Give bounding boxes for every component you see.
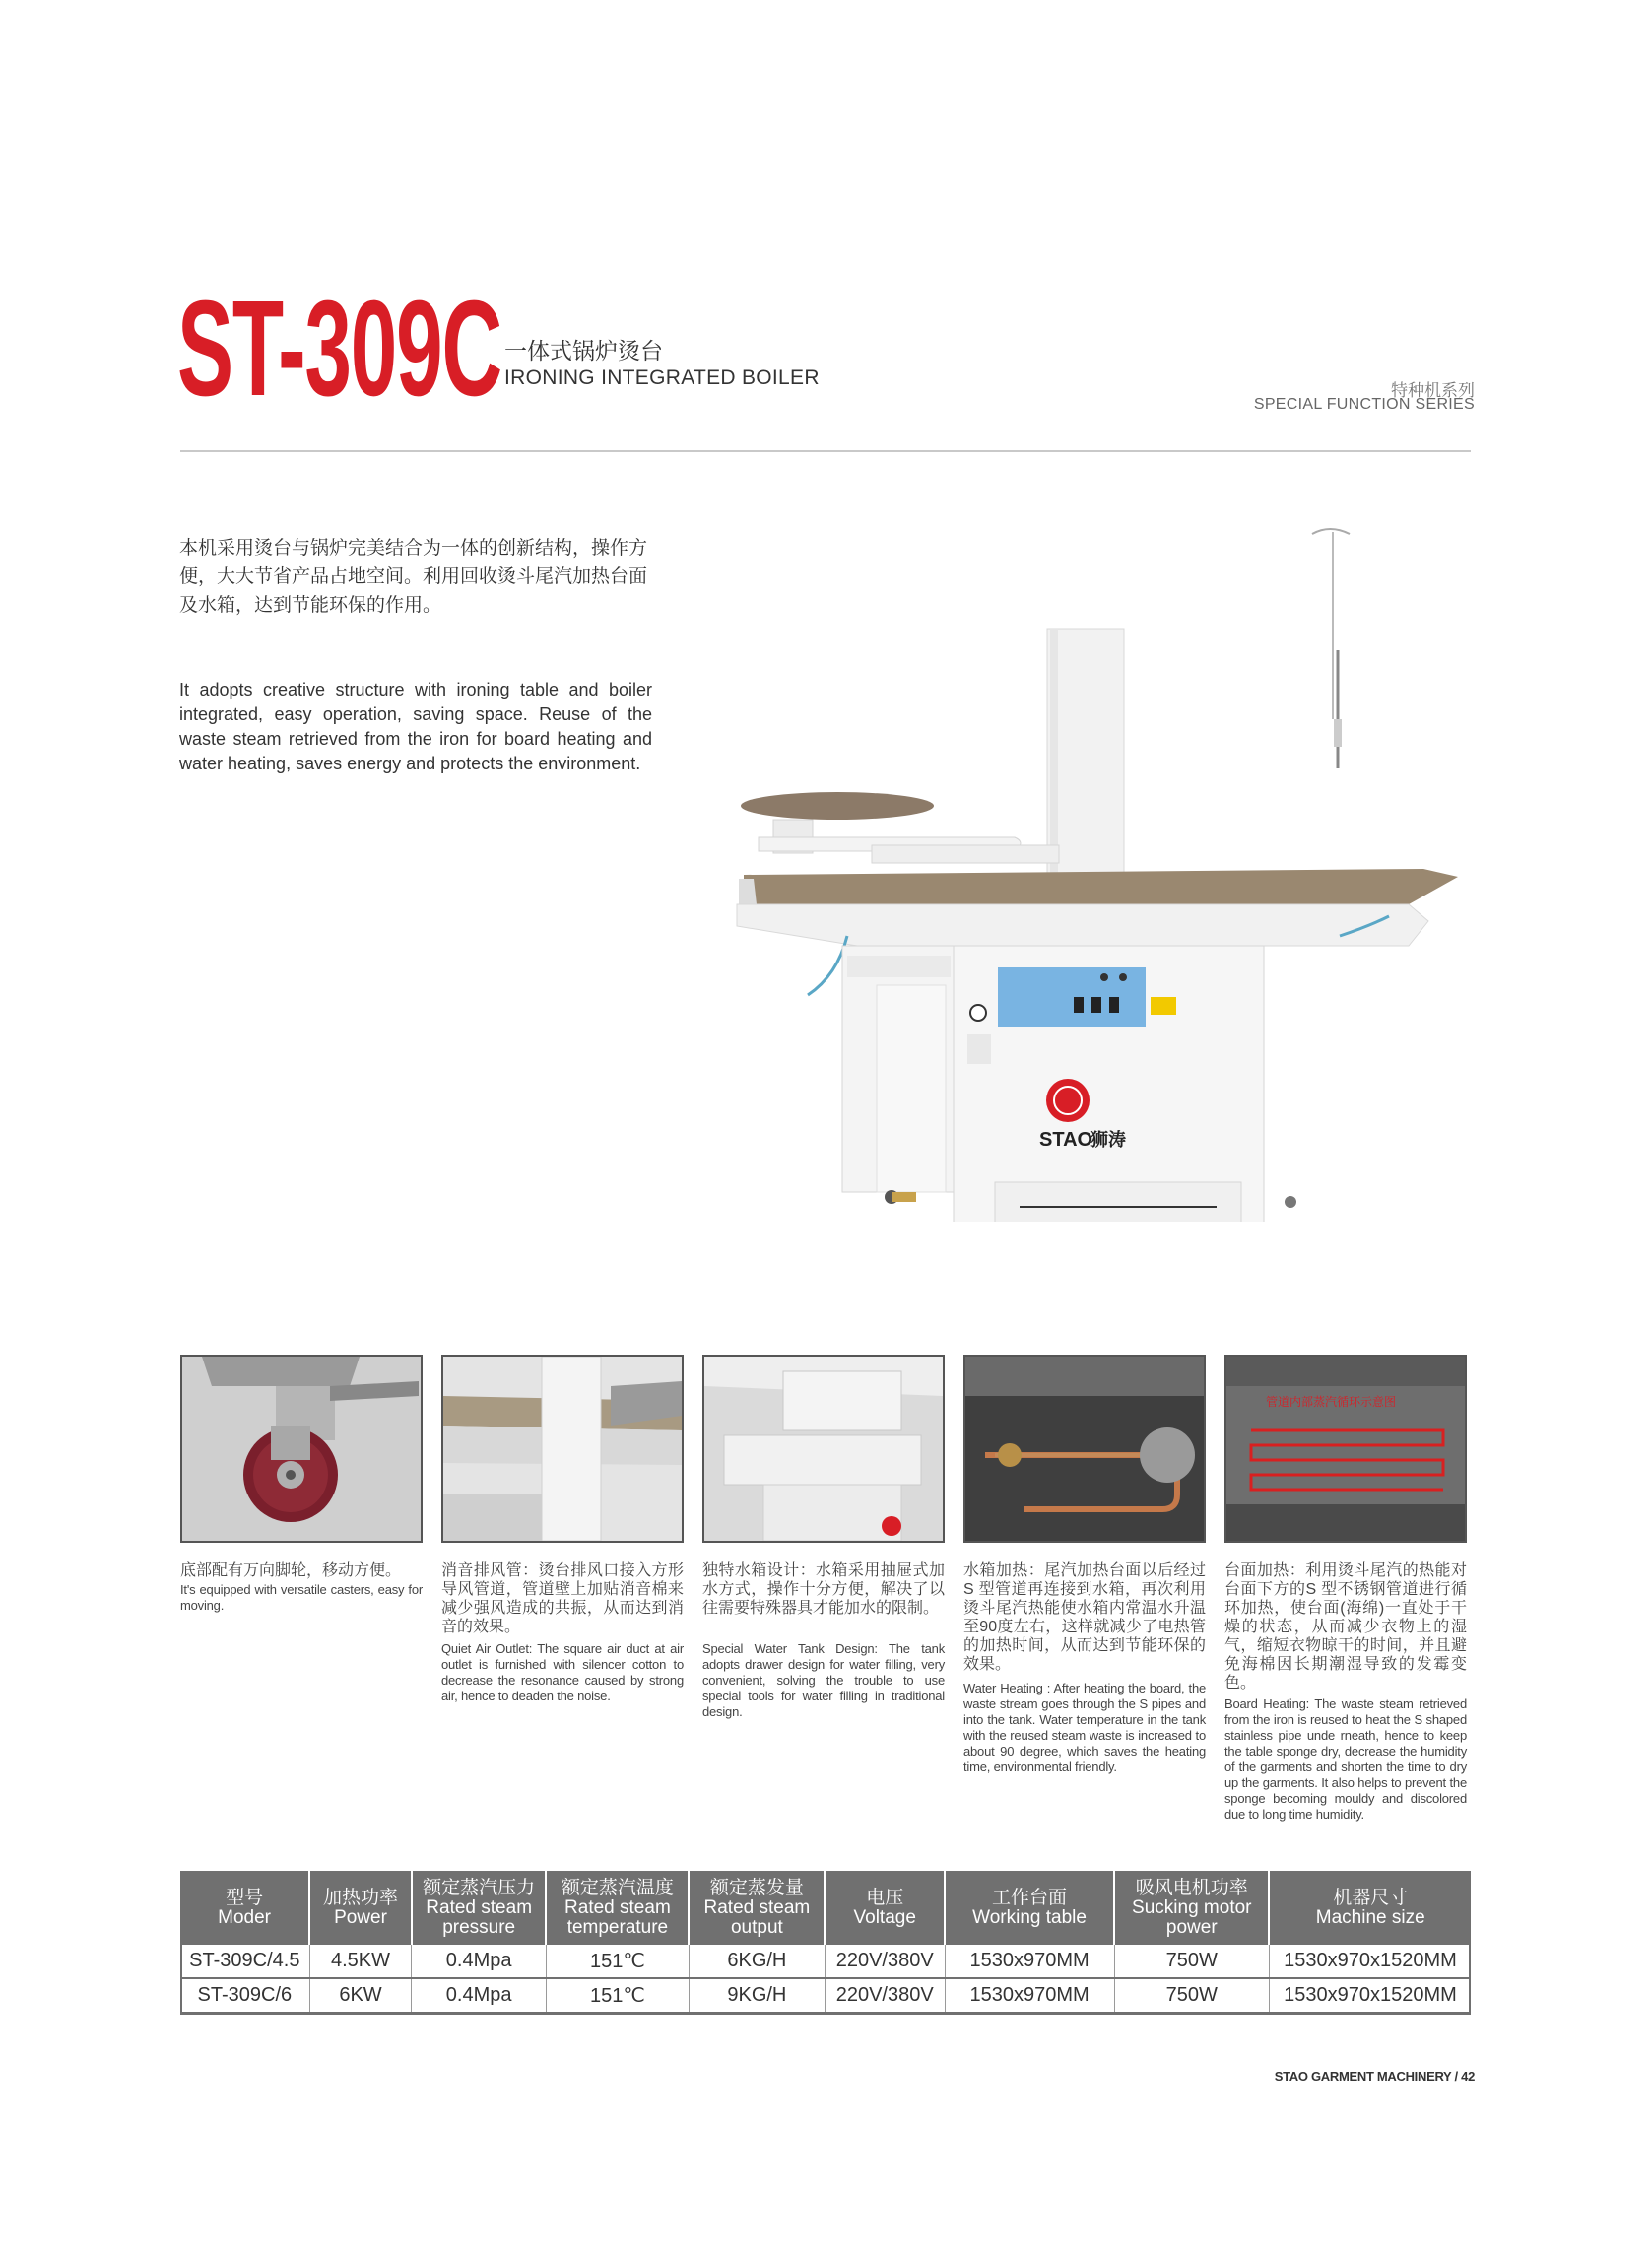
series-label-en: SPECIAL FUNCTION SERIES [1253, 396, 1475, 413]
table-cell: 6KG/H [689, 1945, 825, 1978]
spec-header-power: 加热功率 Power [309, 1871, 412, 1945]
table-cell: 1530x970x1520MM [1269, 1978, 1471, 2014]
table-cell: 220V/380V [825, 1945, 945, 1978]
intro-text-en: It adopts creative structure with ironing table and boiler integrated, easy operation, saving space. Reuse of the waste steam retrieved from the iron for board heating and water heating, saves energy and protects the environment. [179, 680, 652, 773]
spec-header-model: 型号 Moder [180, 1871, 309, 1945]
table-cell: ST-309C/6 [180, 1978, 309, 2014]
subtitle-en: IRONING INTEGRATED BOILER [504, 366, 820, 389]
feature-text-cn-air-outlet: 消音排风管：烫台排风口接入方形导风管道，管道壁上加贴消音棉来减少强风造成的共振，从而达到消音的效果。 [441, 1562, 684, 1635]
spec-header-output: 额定蒸发量 Rated steam output [689, 1871, 825, 1945]
spec-header-pressure: 额定蒸汽压力 Rated steam pressure [412, 1871, 547, 1945]
table-cell: 750W [1114, 1945, 1269, 1978]
feature-image-water-heating [963, 1355, 1206, 1543]
table-cell: 750W [1114, 1978, 1269, 2014]
table-cell: 1530x970MM [945, 1978, 1114, 2014]
feature-text-en-casters: It's equipped with versatile casters, easy for moving. [180, 1582, 423, 1613]
brand-logo-text-cn: 狮涛 [1090, 1130, 1126, 1151]
feature-image-air-outlet [441, 1355, 684, 1543]
spec-header-machine-size: 机器尺寸 Machine size [1269, 1871, 1471, 1945]
table-cell: 9KG/H [689, 1978, 825, 2014]
feature-text-en-air-outlet: Quiet Air Outlet: The square air duct at air outlet is furnished with silencer cotton to decrease the resonance caused by strong air, hence to deaden the noise. [441, 1641, 684, 1703]
feature-text-en-water-tank: Special Water Tank Design: The tank adopts drawer design for water filling, very convenient, solving the trouble to use special tools for water filling in traditional design. [702, 1641, 945, 1719]
header-divider [180, 450, 1471, 452]
table-cell: 0.4Mpa [412, 1978, 547, 2014]
intro-text-cn: 本机采用烫台与锅炉完美结合为一体的创新结构，操作方便，大大节省产品占地空间。利用回收烫斗尾汽加热台面及水箱，达到节能环保的作用。 [179, 538, 648, 616]
product-image [699, 512, 1468, 1222]
model-title: ST-309C [177, 273, 501, 425]
page-footer: STAO GARMENT MACHINERY / 42 [1274, 2069, 1475, 2084]
subtitle-cn: 一体式锅炉烫台 [504, 338, 663, 364]
table-cell: 151℃ [546, 1978, 689, 2014]
feature-text-cn-casters: 底部配有万向脚轮，移动方便。 [180, 1562, 402, 1579]
feature-image-water-tank [702, 1355, 945, 1543]
table-cell: 1530x970MM [945, 1945, 1114, 1978]
table-row [180, 1978, 1471, 2014]
spec-header-voltage: 电压 Voltage [825, 1871, 945, 1945]
feature-image-casters [180, 1355, 423, 1543]
table-cell: 1530x970x1520MM [1269, 1945, 1471, 1978]
feature-text-en-water-heating: Water Heating : After heating the board, the waste stream goes through the S pipes and into the tank. Water temperature in the tank with the reused steam waste is increased to about 90 degree, which saves the heating time, environmental friendly. [963, 1681, 1206, 1774]
table-cell: 6KW [309, 1978, 412, 2014]
spec-header-motor-power: 吸风电机功率 Sucking motor power [1114, 1871, 1269, 1945]
table-cell: 151℃ [546, 1945, 689, 1978]
spec-table [180, 1871, 1471, 2015]
table-row [180, 1945, 1471, 1978]
feature-text-cn-water-heating: 水箱加热：尾汽加热台面以后经过S 型管道再连接到水箱，再次利用烫斗尾汽热能使水箱内常温水升温至90度左右，这样就减少了电热管的加热时间，从而达到节能环保的效果。 [963, 1562, 1206, 1673]
spec-header-temperature: 额定蒸汽温度 Rated steam temperature [546, 1871, 689, 1945]
feature-text-en-board-heating: Board Heating: The waste steam retrieved from the iron is reused to heat the S shaped stainless pipe unde rneath, hence to keep the table sponge dry, decrease the humidity of the garments and shorten the time to dry up the garments. It also helps to prevent the sponge becoming mouldy and discolored due to long time humidity. [1224, 1696, 1467, 1822]
table-cell: 220V/380V [825, 1978, 945, 2014]
table-cell: ST-309C/4.5 [180, 1945, 309, 1978]
feature-image-board-heating [1224, 1355, 1467, 1543]
spec-header-working-table: 工作台面 Working table [945, 1871, 1114, 1945]
series-label-cn: 特种机系列 [1391, 381, 1475, 400]
table-cell: 0.4Mpa [412, 1945, 547, 1978]
brand-logo-text: STAO [1039, 1129, 1093, 1151]
spec-table-header-row [180, 1871, 1471, 1945]
table-cell: 4.5KW [309, 1945, 412, 1978]
feature-text-cn-board-heating: 台面加热：利用烫斗尾汽的热能对台面下方的S 型不锈钢管道进行循环加热，使台面(海绵)一直处于干燥的状态，从而减少衣物上的湿气，缩短衣物晾干的时间，并且避免海棉因长期潮湿导致的发霉变色。 [1224, 1562, 1467, 1692]
diagram-label: 管道内部蒸汽循环示意图 [1266, 1395, 1397, 1409]
feature-text-cn-water-tank: 独特水箱设计：水箱采用抽屉式加水方式，操作十分方便，解决了以往需要特殊器具才能加水的限制。 [702, 1562, 945, 1617]
